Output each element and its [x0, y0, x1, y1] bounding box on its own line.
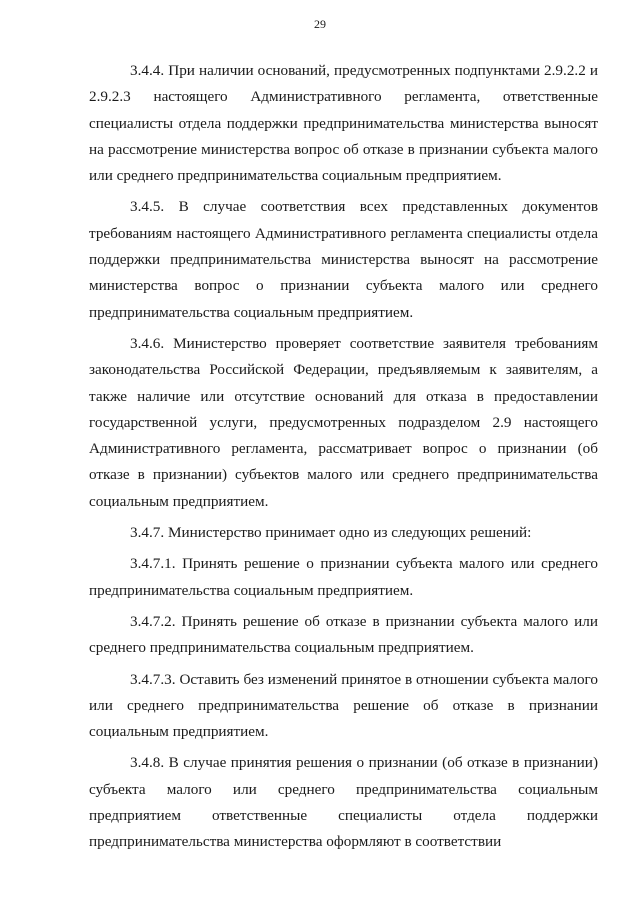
- paragraph-3-4-5: 3.4.5. В случае соответствия всех представленных документов требованиям настоящего Административного регламента специалисты отдела поддержки предпринимательства министерства выносят на рассмотрение министерства вопрос о признании субъекта малого или среднего предпринимательства социальным предприятием.: [89, 198, 598, 321]
- page-number: 29: [314, 17, 326, 31]
- paragraph-3-4-7: 3.4.7. Министерство принимает одно из следующих решений:: [130, 524, 532, 542]
- paragraph-3-4-7-2: 3.4.7.2. Принять решение об отказе в признании субъекта малого или среднего предпринимательства социальным предприятием.: [89, 612, 598, 657]
- paragraph-3-4-8: 3.4.8. В случае принятия решения о признании (об отказе в признании) субъекта малого или среднего предпринимательства социальным предприятием ответственные специалисты отдела поддержки предпринимательства министерства оформляют в соответствии: [89, 754, 598, 851]
- document-body: [89, 58, 598, 861]
- paragraph-3-4-7-1: 3.4.7.1. Принять решение о признании субъекта малого или среднего предпринимательства социальным предприятием.: [89, 555, 598, 599]
- paragraph-3-4-7-3: 3.4.7.3. Оставить без изменений принятое в отношении субъекта малого или среднего предпринимательства решение об отказе в признании социальным предприятием.: [89, 670, 598, 741]
- paragraph-3-4-4: 3.4.4. При наличии оснований, предусмотренных подпунктами 2.9.2.2 и 2.9.2.3 настоящего Административного регламента, ответственные специалисты отдела поддержки предпринимательства министерства выносят на рассмотрение министерства вопрос об отказе в признании субъекта малого или среднего предпринимательства социальным предприятием.: [89, 62, 598, 185]
- paragraph-3-4-6: 3.4.6. Министерство проверяет соответствие заявителя требованиям законодательства Российской Федерации, предъявляемым к заявителям, а также наличие или отсутствие оснований для отказа в предоставлении государственной услуги, предусмотренных подразделом 2.9 настоящего Административного регламента, рассматривает вопрос о признании (об отказе в признании) субъектов малого или среднего предпринимательства социальным предприятием.: [89, 334, 598, 510]
